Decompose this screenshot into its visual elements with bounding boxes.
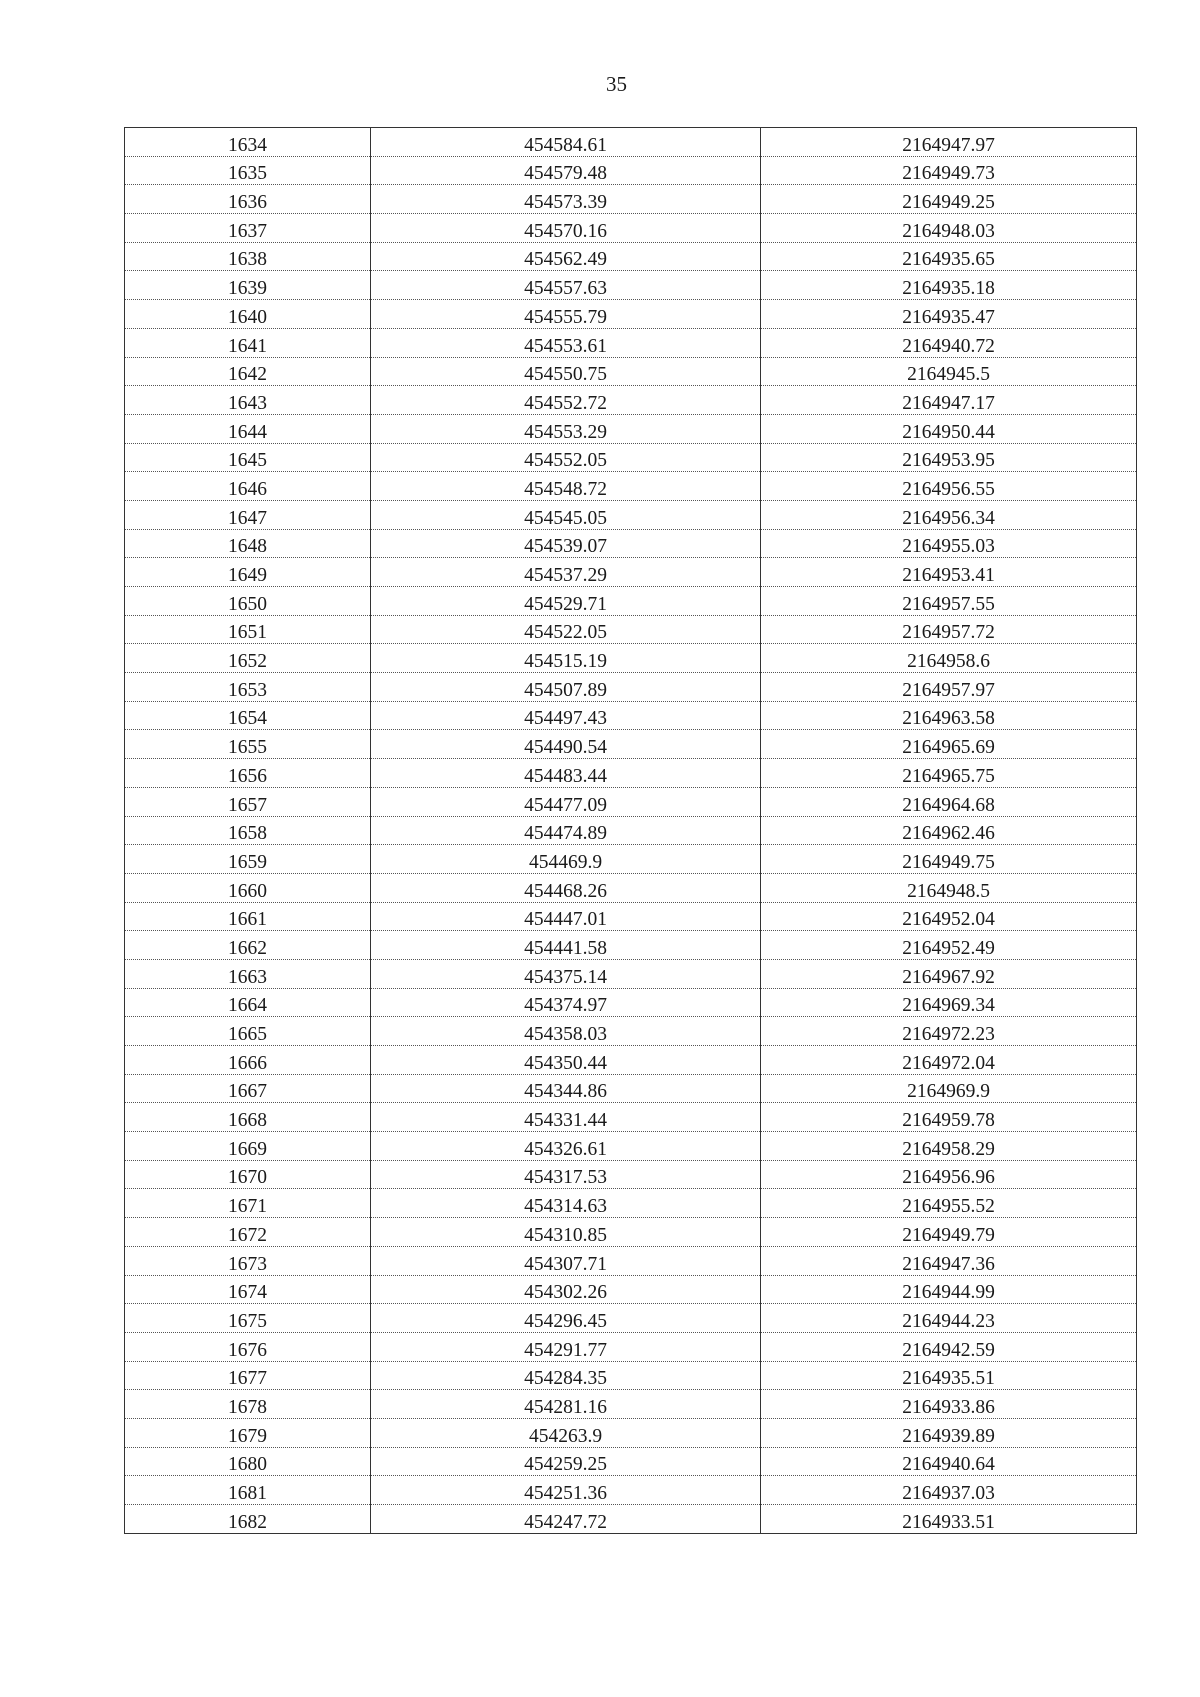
table-row: [125, 1332, 1137, 1361]
table-row: [125, 787, 1137, 816]
point-number-cell: 1637: [125, 214, 371, 243]
point-number-cell: 1677: [125, 1361, 371, 1390]
x-coordinate-cell: 454447.01: [371, 902, 761, 931]
table-row: [125, 1246, 1137, 1275]
table-row: [125, 701, 1137, 730]
table-row: [125, 587, 1137, 616]
point-number-cell: 1657: [125, 787, 371, 816]
point-number-cell: 1674: [125, 1275, 371, 1304]
point-number-cell: 1640: [125, 300, 371, 329]
x-coordinate-cell: 454263.9: [371, 1418, 761, 1447]
table-row: [125, 214, 1137, 243]
y-coordinate-cell: 2164948.03: [761, 214, 1137, 243]
y-coordinate-cell: 2164949.25: [761, 185, 1137, 214]
point-number-cell: 1658: [125, 816, 371, 845]
x-coordinate-cell: 454296.45: [371, 1304, 761, 1333]
table-row: [125, 271, 1137, 300]
point-number-cell: 1656: [125, 759, 371, 788]
y-coordinate-cell: 2164958.6: [761, 644, 1137, 673]
point-number-cell: 1636: [125, 185, 371, 214]
table-row: [125, 873, 1137, 902]
x-coordinate-cell: 454579.48: [371, 156, 761, 185]
point-number-cell: 1648: [125, 529, 371, 558]
point-number-cell: 1634: [125, 128, 371, 157]
table-row: [125, 529, 1137, 558]
point-number-cell: 1638: [125, 242, 371, 271]
y-coordinate-cell: 2164940.72: [761, 328, 1137, 357]
x-coordinate-cell: 454326.61: [371, 1132, 761, 1161]
point-number-cell: 1641: [125, 328, 371, 357]
point-number-cell: 1666: [125, 1046, 371, 1075]
table-row: [125, 1390, 1137, 1419]
point-number-cell: 1663: [125, 959, 371, 988]
table-row: [125, 1160, 1137, 1189]
y-coordinate-cell: 2164958.29: [761, 1132, 1137, 1161]
y-coordinate-cell: 2164947.17: [761, 386, 1137, 415]
y-coordinate-cell: 2164953.41: [761, 558, 1137, 587]
x-coordinate-cell: 454281.16: [371, 1390, 761, 1419]
point-number-cell: 1646: [125, 472, 371, 501]
table-row: [125, 1505, 1137, 1534]
x-coordinate-cell: 454358.03: [371, 1017, 761, 1046]
table-row: [125, 673, 1137, 702]
y-coordinate-cell: 2164935.51: [761, 1361, 1137, 1390]
table-row: [125, 1218, 1137, 1247]
table-row: [125, 443, 1137, 472]
x-coordinate-cell: 454477.09: [371, 787, 761, 816]
point-number-cell: 1652: [125, 644, 371, 673]
y-coordinate-cell: 2164944.23: [761, 1304, 1137, 1333]
y-coordinate-cell: 2164947.36: [761, 1246, 1137, 1275]
x-coordinate-cell: 454552.72: [371, 386, 761, 415]
y-coordinate-cell: 2164949.73: [761, 156, 1137, 185]
y-coordinate-cell: 2164965.75: [761, 759, 1137, 788]
x-coordinate-cell: 454284.35: [371, 1361, 761, 1390]
point-number-cell: 1675: [125, 1304, 371, 1333]
x-coordinate-cell: 454331.44: [371, 1103, 761, 1132]
x-coordinate-cell: 454483.44: [371, 759, 761, 788]
point-number-cell: 1660: [125, 873, 371, 902]
x-coordinate-cell: 454468.26: [371, 873, 761, 902]
y-coordinate-cell: 2164959.78: [761, 1103, 1137, 1132]
y-coordinate-cell: 2164964.68: [761, 787, 1137, 816]
y-coordinate-cell: 2164956.34: [761, 500, 1137, 529]
y-coordinate-cell: 2164935.65: [761, 242, 1137, 271]
point-number-cell: 1642: [125, 357, 371, 386]
y-coordinate-cell: 2164957.72: [761, 615, 1137, 644]
y-coordinate-cell: 2164957.97: [761, 673, 1137, 702]
table-row: [125, 472, 1137, 501]
x-coordinate-cell: 454344.86: [371, 1074, 761, 1103]
y-coordinate-cell: 2164969.9: [761, 1074, 1137, 1103]
point-number-cell: 1665: [125, 1017, 371, 1046]
x-coordinate-cell: 454251.36: [371, 1476, 761, 1505]
x-coordinate-cell: 454374.97: [371, 988, 761, 1017]
point-number-cell: 1644: [125, 414, 371, 443]
point-number-cell: 1635: [125, 156, 371, 185]
point-number-cell: 1680: [125, 1447, 371, 1476]
y-coordinate-cell: 2164944.99: [761, 1275, 1137, 1304]
table-row: [125, 902, 1137, 931]
point-number-cell: 1659: [125, 845, 371, 874]
y-coordinate-cell: 2164948.5: [761, 873, 1137, 902]
x-coordinate-cell: 454490.54: [371, 730, 761, 759]
point-number-cell: 1647: [125, 500, 371, 529]
x-coordinate-cell: 454375.14: [371, 959, 761, 988]
point-number-cell: 1678: [125, 1390, 371, 1419]
y-coordinate-cell: 2164947.97: [761, 128, 1137, 157]
table-row: [125, 500, 1137, 529]
point-number-cell: 1681: [125, 1476, 371, 1505]
x-coordinate-cell: 454573.39: [371, 185, 761, 214]
point-number-cell: 1676: [125, 1332, 371, 1361]
x-coordinate-cell: 454529.71: [371, 587, 761, 616]
point-number-cell: 1654: [125, 701, 371, 730]
y-coordinate-cell: 2164939.89: [761, 1418, 1137, 1447]
table-row: [125, 615, 1137, 644]
x-coordinate-cell: 454291.77: [371, 1332, 761, 1361]
x-coordinate-cell: 454247.72: [371, 1505, 761, 1534]
x-coordinate-cell: 454310.85: [371, 1218, 761, 1247]
point-number-cell: 1672: [125, 1218, 371, 1247]
y-coordinate-cell: 2164935.18: [761, 271, 1137, 300]
table-row: [125, 759, 1137, 788]
point-number-cell: 1651: [125, 615, 371, 644]
y-coordinate-cell: 2164945.5: [761, 357, 1137, 386]
x-coordinate-cell: 454562.49: [371, 242, 761, 271]
table-row: [125, 328, 1137, 357]
table-row: [125, 931, 1137, 960]
x-coordinate-cell: 454550.75: [371, 357, 761, 386]
table-row: [125, 414, 1137, 443]
x-coordinate-cell: 454469.9: [371, 845, 761, 874]
y-coordinate-cell: 2164937.03: [761, 1476, 1137, 1505]
x-coordinate-cell: 454522.05: [371, 615, 761, 644]
table-row: [125, 300, 1137, 329]
point-number-cell: 1662: [125, 931, 371, 960]
x-coordinate-cell: 454553.29: [371, 414, 761, 443]
y-coordinate-cell: 2164962.46: [761, 816, 1137, 845]
point-number-cell: 1649: [125, 558, 371, 587]
y-coordinate-cell: 2164952.49: [761, 931, 1137, 960]
point-number-cell: 1670: [125, 1160, 371, 1189]
x-coordinate-cell: 454317.53: [371, 1160, 761, 1189]
y-coordinate-cell: 2164967.92: [761, 959, 1137, 988]
point-number-cell: 1682: [125, 1505, 371, 1534]
x-coordinate-cell: 454557.63: [371, 271, 761, 300]
table-row: [125, 959, 1137, 988]
y-coordinate-cell: 2164942.59: [761, 1332, 1137, 1361]
y-coordinate-cell: 2164953.95: [761, 443, 1137, 472]
table-row: [125, 1103, 1137, 1132]
y-coordinate-cell: 2164963.58: [761, 701, 1137, 730]
table-row: [125, 1275, 1137, 1304]
point-number-cell: 1661: [125, 902, 371, 931]
point-number-cell: 1669: [125, 1132, 371, 1161]
table-row: [125, 1074, 1137, 1103]
coordinates-table-body: [125, 128, 1137, 1534]
y-coordinate-cell: 2164949.79: [761, 1218, 1137, 1247]
table-row: [125, 816, 1137, 845]
point-number-cell: 1643: [125, 386, 371, 415]
point-number-cell: 1673: [125, 1246, 371, 1275]
x-coordinate-cell: 454350.44: [371, 1046, 761, 1075]
x-coordinate-cell: 454570.16: [371, 214, 761, 243]
table-row: [125, 1447, 1137, 1476]
x-coordinate-cell: 454307.71: [371, 1246, 761, 1275]
point-number-cell: 1679: [125, 1418, 371, 1447]
y-coordinate-cell: 2164956.55: [761, 472, 1137, 501]
point-number-cell: 1650: [125, 587, 371, 616]
y-coordinate-cell: 2164956.96: [761, 1160, 1137, 1189]
table-row: [125, 1017, 1137, 1046]
x-coordinate-cell: 454441.58: [371, 931, 761, 960]
table-row: [125, 644, 1137, 673]
y-coordinate-cell: 2164969.34: [761, 988, 1137, 1017]
x-coordinate-cell: 454537.29: [371, 558, 761, 587]
table-row: [125, 988, 1137, 1017]
y-coordinate-cell: 2164955.03: [761, 529, 1137, 558]
y-coordinate-cell: 2164972.04: [761, 1046, 1137, 1075]
y-coordinate-cell: 2164955.52: [761, 1189, 1137, 1218]
y-coordinate-cell: 2164972.23: [761, 1017, 1137, 1046]
table-row: [125, 357, 1137, 386]
y-coordinate-cell: 2164957.55: [761, 587, 1137, 616]
table-row: [125, 156, 1137, 185]
point-number-cell: 1645: [125, 443, 371, 472]
table-row: [125, 1189, 1137, 1218]
x-coordinate-cell: 454259.25: [371, 1447, 761, 1476]
table-row: [125, 1361, 1137, 1390]
y-coordinate-cell: 2164952.04: [761, 902, 1137, 931]
point-number-cell: 1639: [125, 271, 371, 300]
x-coordinate-cell: 454497.43: [371, 701, 761, 730]
y-coordinate-cell: 2164965.69: [761, 730, 1137, 759]
x-coordinate-cell: 454555.79: [371, 300, 761, 329]
y-coordinate-cell: 2164935.47: [761, 300, 1137, 329]
y-coordinate-cell: 2164950.44: [761, 414, 1137, 443]
x-coordinate-cell: 454515.19: [371, 644, 761, 673]
y-coordinate-cell: 2164949.75: [761, 845, 1137, 874]
table-row: [125, 386, 1137, 415]
table-row: [125, 1418, 1137, 1447]
point-number-cell: 1668: [125, 1103, 371, 1132]
table-row: [125, 730, 1137, 759]
coordinates-table: [124, 127, 1137, 1534]
table-row: [125, 242, 1137, 271]
x-coordinate-cell: 454552.05: [371, 443, 761, 472]
table-row: [125, 185, 1137, 214]
table-row: [125, 1132, 1137, 1161]
table-row: [125, 558, 1137, 587]
table-row: [125, 128, 1137, 157]
table-row: [125, 845, 1137, 874]
x-coordinate-cell: 454507.89: [371, 673, 761, 702]
table-row: [125, 1476, 1137, 1505]
y-coordinate-cell: 2164933.51: [761, 1505, 1137, 1534]
x-coordinate-cell: 454302.26: [371, 1275, 761, 1304]
point-number-cell: 1653: [125, 673, 371, 702]
table-row: [125, 1046, 1137, 1075]
x-coordinate-cell: 454548.72: [371, 472, 761, 501]
point-number-cell: 1664: [125, 988, 371, 1017]
x-coordinate-cell: 454314.63: [371, 1189, 761, 1218]
x-coordinate-cell: 454584.61: [371, 128, 761, 157]
x-coordinate-cell: 454539.07: [371, 529, 761, 558]
point-number-cell: 1667: [125, 1074, 371, 1103]
x-coordinate-cell: 454474.89: [371, 816, 761, 845]
x-coordinate-cell: 454545.05: [371, 500, 761, 529]
table-row: [125, 1304, 1137, 1333]
y-coordinate-cell: 2164940.64: [761, 1447, 1137, 1476]
x-coordinate-cell: 454553.61: [371, 328, 761, 357]
point-number-cell: 1655: [125, 730, 371, 759]
page-number: 35: [606, 72, 627, 96]
point-number-cell: 1671: [125, 1189, 371, 1218]
y-coordinate-cell: 2164933.86: [761, 1390, 1137, 1419]
